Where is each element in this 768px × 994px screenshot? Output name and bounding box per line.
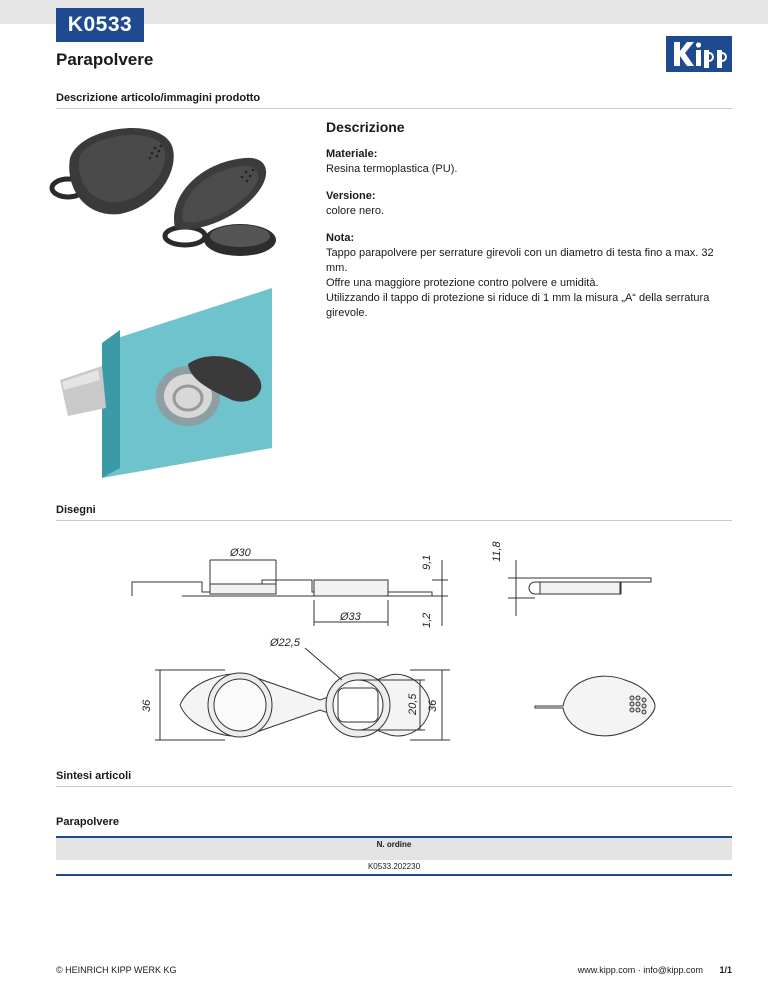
footer-copyright: © HEINRICH KIPP WERK KG <box>56 965 177 975</box>
material-block <box>326 147 736 177</box>
description-heading: Descrizione <box>326 119 405 135</box>
top-view <box>155 648 450 740</box>
dim-9-1: 9,1 <box>421 554 433 570</box>
footer-contact: www.kipp.com · info@kipp.com <box>577 965 703 975</box>
dim-d22-5: Ø22,5 <box>270 637 300 649</box>
technical-drawing <box>130 530 670 760</box>
material-text: Resina termoplastica (PU). <box>326 163 458 175</box>
page-number: 1/1 <box>719 965 732 975</box>
mounted-lock-image <box>60 288 272 478</box>
version-text: colore nero. <box>326 205 385 217</box>
note-label: Nota: <box>326 232 355 244</box>
section-header-drawings: Disegni <box>56 504 732 521</box>
cap-open-image <box>165 158 276 256</box>
product-code-badge: K0533 <box>56 8 144 42</box>
version-label: Versione: <box>326 190 376 202</box>
table-header <box>56 836 732 860</box>
note-block <box>326 231 736 321</box>
dim-36-right: 36 <box>427 699 439 712</box>
side-view-right <box>508 560 651 616</box>
note-line-3: Utilizzando il tappo di protezione si riduce di 1 mm la misura „A“ della serratura girevole. <box>326 292 710 319</box>
dim-1-2: 1,2 <box>421 612 433 628</box>
order-number-cell: K0533.202230 <box>367 862 421 871</box>
column-order-number: N. ordine <box>376 840 412 849</box>
dim-d30: Ø30 <box>230 547 251 559</box>
description-panel <box>326 120 736 333</box>
dim-36-left: 36 <box>141 699 153 712</box>
dim-11-8: 11,8 <box>491 541 503 562</box>
material-label: Materiale: <box>326 148 378 160</box>
section-header-product: Descrizione articolo/immagini prodotto <box>56 92 732 109</box>
side-view <box>132 560 448 626</box>
note-line-1: Tappo parapolvere per serrature girevoli con un diametro di testa fino a max. 32 mm. <box>326 247 714 274</box>
dim-20-5: 20,5 <box>407 693 419 715</box>
table-row <box>56 860 732 876</box>
dim-d33: Ø33 <box>340 611 361 623</box>
page-title: Parapolvere <box>56 50 154 69</box>
footer-right <box>470 965 732 975</box>
kipp-logo <box>666 36 732 72</box>
section-header-summary: Sintesi articoli <box>56 770 732 787</box>
table-title: Parapolvere <box>56 816 119 828</box>
version-block <box>326 189 736 219</box>
note-line-2: Offre una maggiore protezione contro polvere e umidità. <box>326 277 599 289</box>
product-images <box>40 118 280 478</box>
cap-closed-image <box>52 128 174 214</box>
top-view-right <box>535 676 655 736</box>
